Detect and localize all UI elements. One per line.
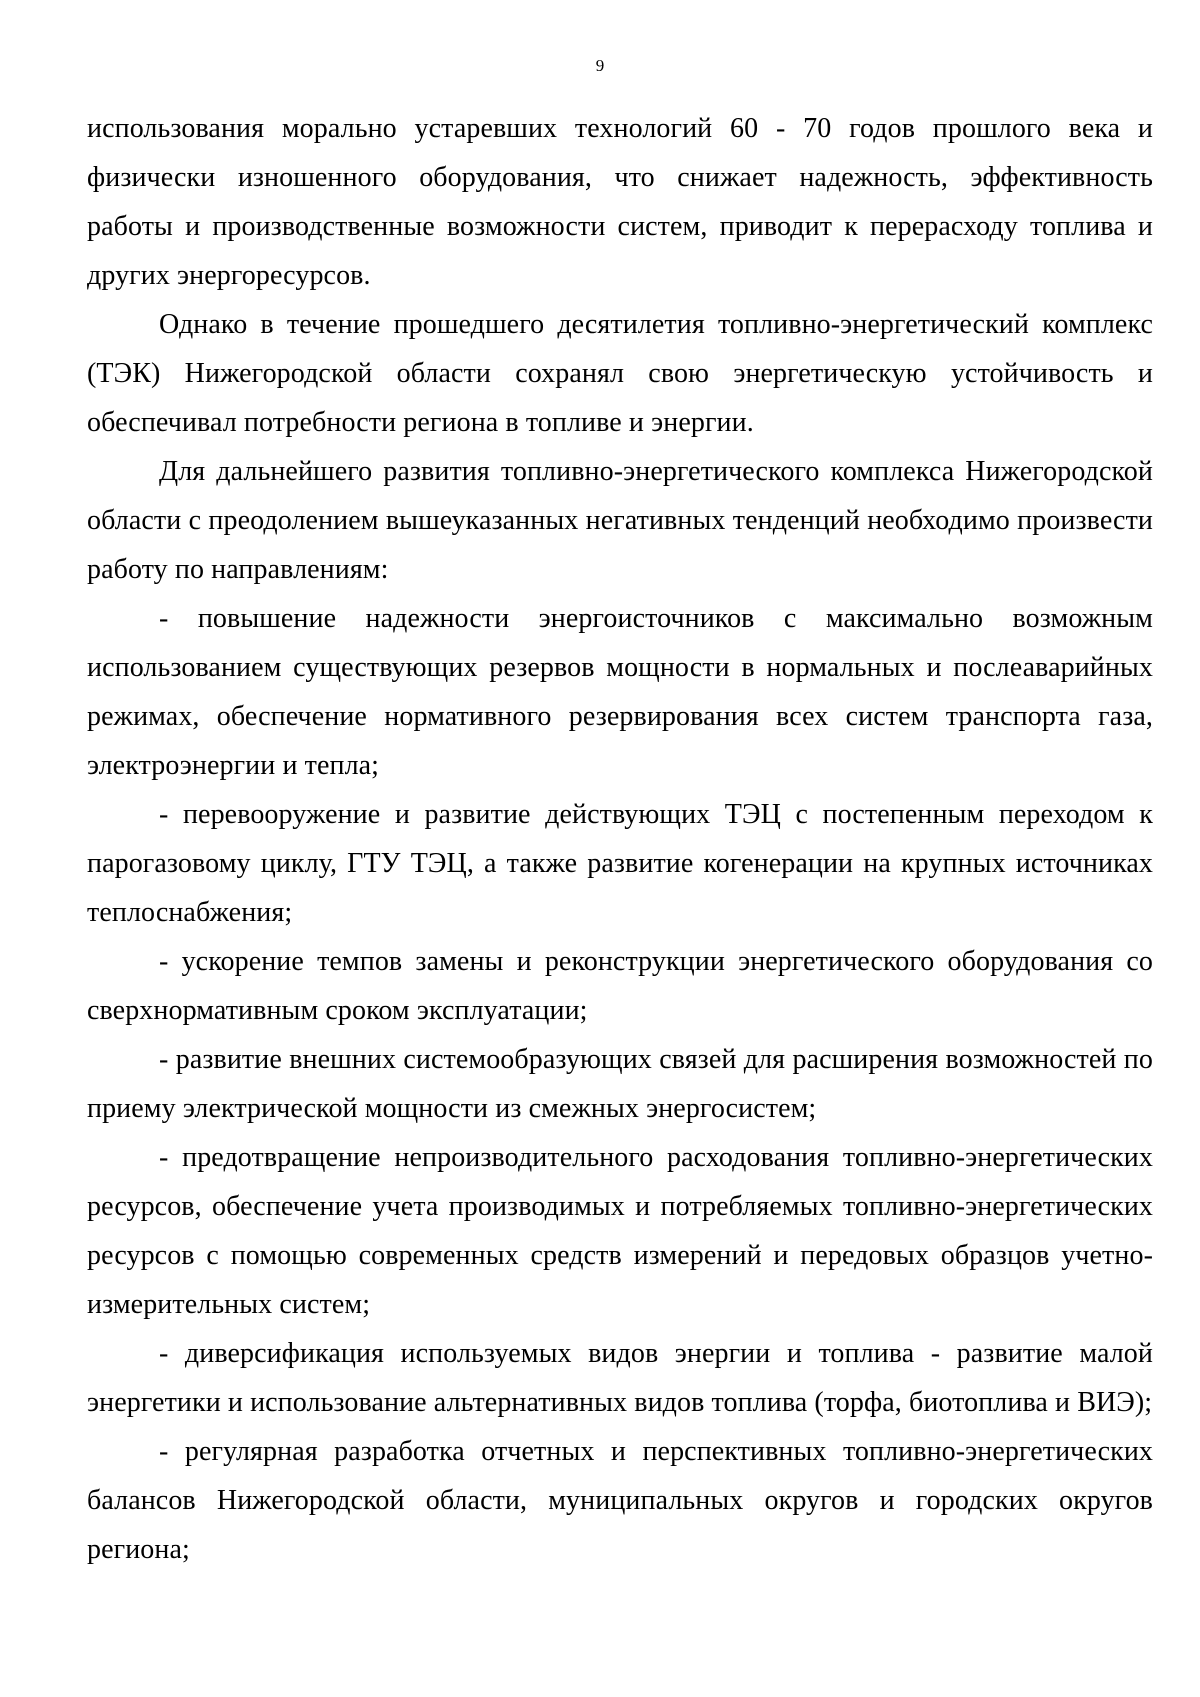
list-item-reliability: - повышение надежности энергоисточников с максимально возможным использованием существующих резервов мощности в нормальных и послеаварийных режимах, обеспечение нормативного резервирования всех систем транспорта газа, электроэнергии и тепла; (87, 603, 1153, 781)
paragraph-3: Для дальнейшего развития топливно-энергетического комплекса Нижегородской области с преодолением вышеуказанных негативных тенденций необходимо произвести работу по направлениям: (87, 456, 1153, 585)
list-item-replacement: - ускорение темпов замены и реконструкции энергетического оборудования со сверхнормативным сроком эксплуатации; (87, 946, 1153, 1026)
list-item-rearmament: - перевооружение и развитие действующих ТЭЦ с постепенным переходом к парогазовому циклу, ГТУ ТЭЦ, а также развитие когенерации на крупных источниках теплоснабжения; (87, 799, 1153, 928)
list-item-diversification: - диверсификация используемых видов энергии и топлива - развитие малой энергетики и использование альтернативных видов топлива (торфа, биотоплива и ВИЭ); (87, 1338, 1153, 1418)
list-item-waste-prevention: - предотвращение непроизводительного расходования топливно-энергетических ресурсов, обеспечение учета производимых и потребляемых топливно-энергетических ресурсов с помощью современных средств измерений и передовых образцов учетно-измерительных систем; (87, 1142, 1153, 1320)
paragraph-1: использования морально устаревших технологий 60 - 70 годов прошлого века и физически изношенного оборудования, что снижает надежность, эффективность работы и производственные возможности систем, приводит к перерасходу топлива и других энергоресурсов. (87, 113, 1153, 291)
list-item-balances: - регулярная разработка отчетных и перспективных топливно-энергетических балансов Нижегородской области, муниципальных округов и городских округов региона; (87, 1436, 1153, 1565)
document-body (87, 104, 1153, 1574)
page-number: 9 (595, 56, 605, 75)
list-item-external-links: - развитие внешних системообразующих связей для расширения возможностей по приему электрической мощности из смежных энергосистем; (87, 1044, 1153, 1124)
paragraph-2: Однако в течение прошедшего десятилетия топливно-энергетический комплекс (ТЭК) Нижегородской области сохранял свою энергетическую устойчивость и обеспечивал потребности региона в топливе и энергии. (87, 309, 1153, 438)
